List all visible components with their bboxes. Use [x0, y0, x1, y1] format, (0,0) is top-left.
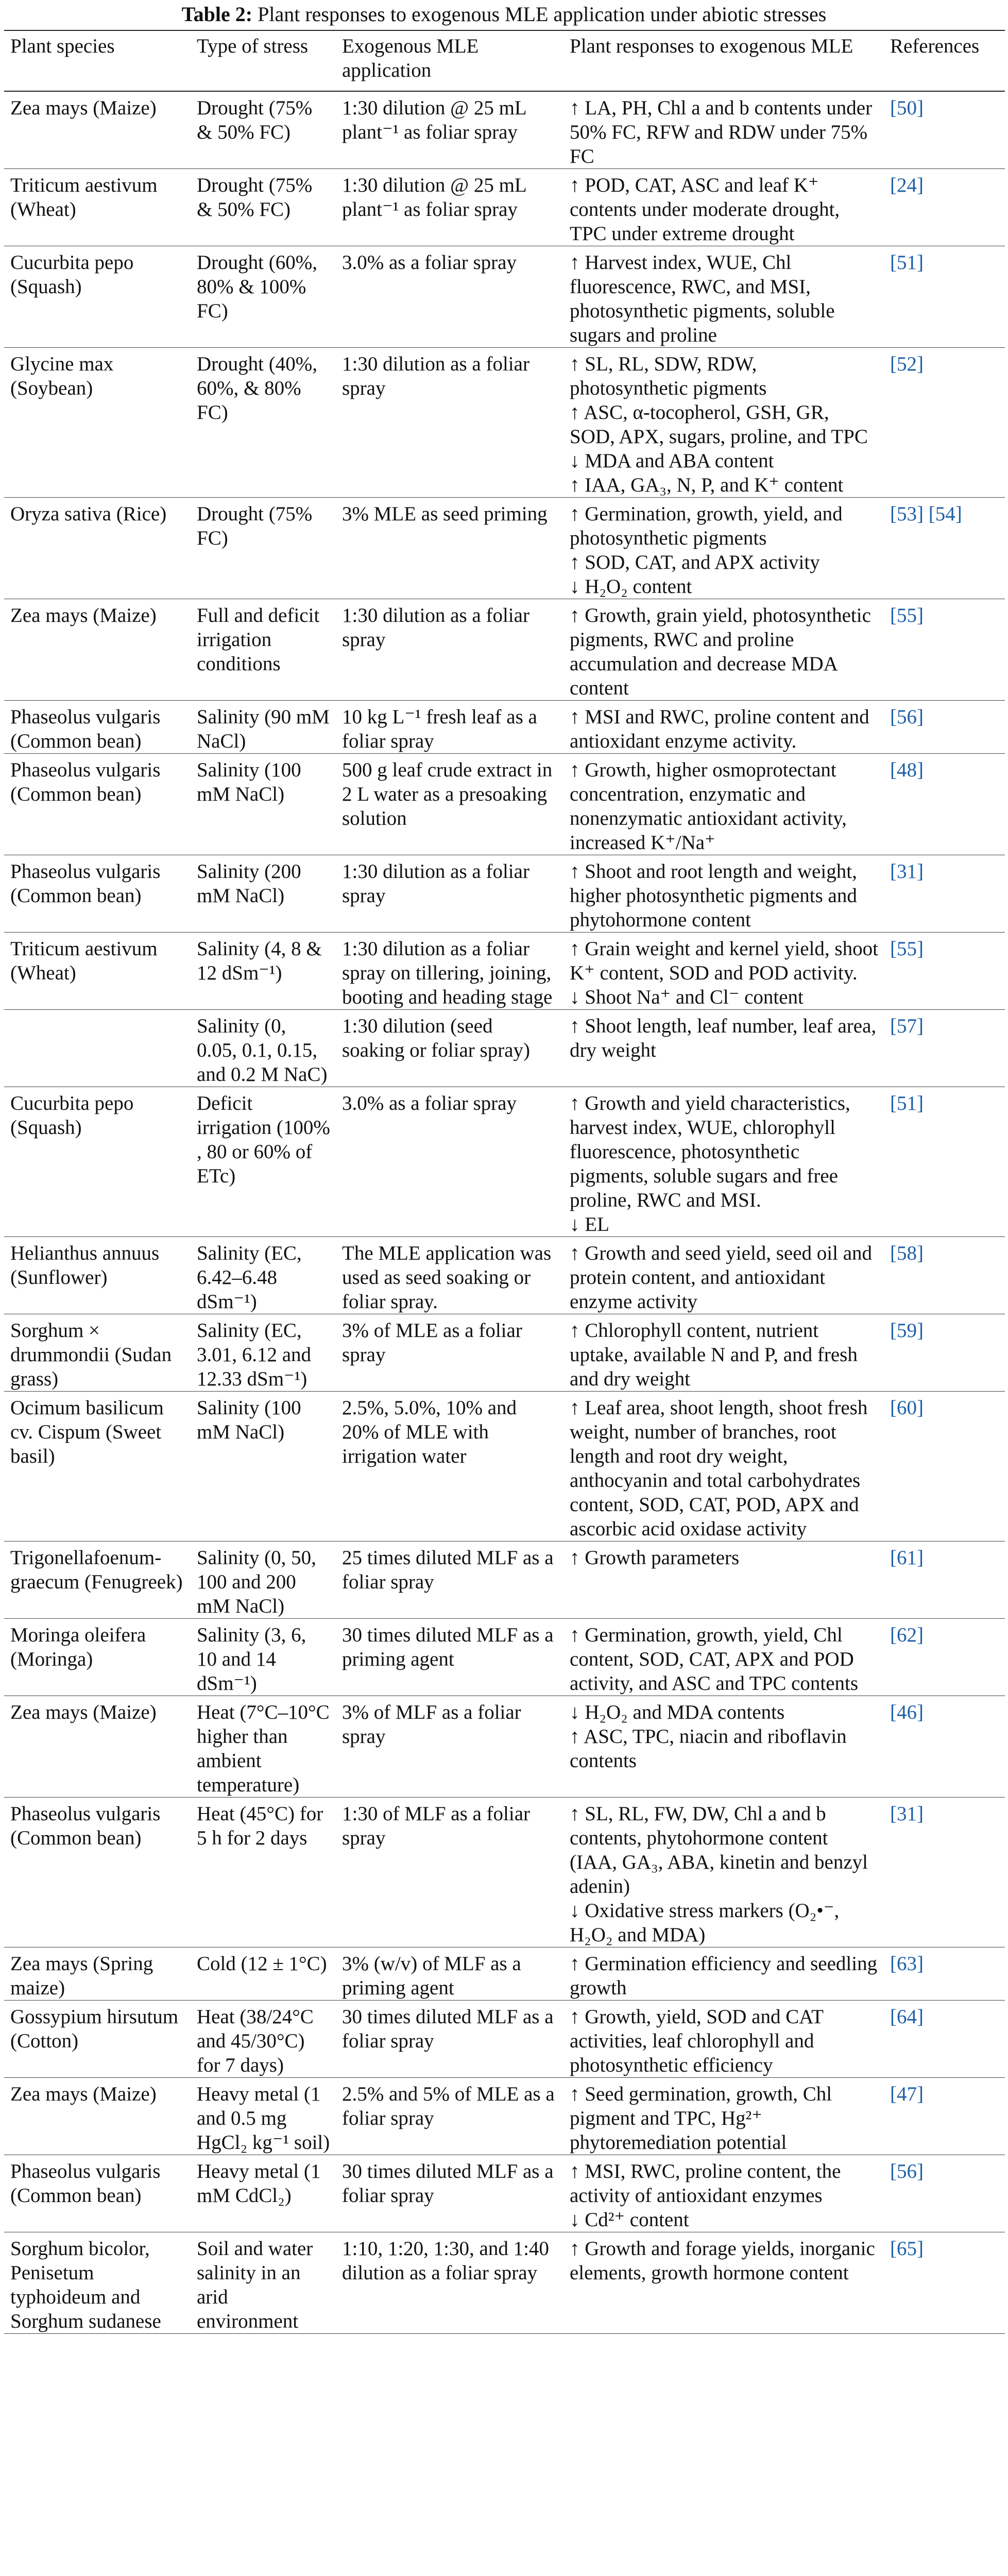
cell-reference-link[interactable]: [62] — [884, 1619, 1005, 1696]
response-line: ↑ Chlorophyll content, nutrient uptake, available N and P, and fresh and dry weight — [570, 1319, 858, 1390]
cell-plant-responses — [563, 933, 884, 1010]
header-exogenous-application: Exogenous MLE application — [336, 30, 563, 91]
header-plant-responses: Plant responses to exogenous MLE — [563, 30, 884, 91]
response-line: ↓ H₂O₂ and MDA contents — [570, 1701, 785, 1723]
response-line: ↑ SOD, CAT, and APX activity — [570, 551, 820, 573]
cell-reference-link[interactable]: [46] — [884, 1696, 1005, 1798]
table-row — [4, 1947, 1005, 2001]
cell-reference-link[interactable]: [31] — [884, 1798, 1005, 1947]
table-row — [4, 169, 1005, 246]
cell-mle-application: 1:30 dilution as a foliar spray on tillering, joining, booting and heading stage — [336, 933, 563, 1010]
cell-plant-species: Phaseolus vulgaris (Common bean) — [4, 1798, 191, 1947]
cell-stress-type: Salinity (100 mM NaCl) — [191, 1392, 336, 1541]
cell-reference-link[interactable]: [55] — [884, 933, 1005, 1010]
cell-mle-application: 3.0% as a foliar spray — [336, 1087, 563, 1237]
cell-reference-link[interactable]: [59] — [884, 1314, 1005, 1392]
table-row — [4, 1087, 1005, 1237]
cell-plant-species: Helianthus annuus (Sunflower) — [4, 1237, 191, 1314]
cell-plant-species: Ocimum basilicum cv. Cispum (Sweet basil) — [4, 1392, 191, 1541]
cell-mle-application: The MLE application was used as seed soaking or foliar spray. — [336, 1237, 563, 1314]
table-row — [4, 1237, 1005, 1314]
cell-reference-link[interactable]: [51] — [884, 246, 1005, 348]
cell-reference-link[interactable]: [64] — [884, 2001, 1005, 2078]
response-line: ↓ H₂O₂ content — [570, 575, 692, 598]
table-row — [4, 1798, 1005, 1947]
cell-plant-species: Triticum aestivum (Wheat) — [4, 169, 191, 246]
cell-stress-type: Salinity (0, 0.05, 0.1, 0.15, and 0.2 M NaC) — [191, 1010, 336, 1087]
cell-mle-application: 30 times diluted MLF as a priming agent — [336, 1619, 563, 1696]
cell-stress-type: Cold (12 ± 1°C) — [191, 1947, 336, 2001]
response-line: ↓ Shoot Na⁺ and Cl⁻ content — [570, 986, 804, 1008]
response-line: ↑ Shoot length, leaf number, leaf area, dry weight — [570, 1015, 877, 1061]
cell-plant-species — [4, 1010, 191, 1087]
cell-plant-species: Phaseolus vulgaris (Common bean) — [4, 754, 191, 855]
cell-reference-link[interactable]: [52] — [884, 348, 1005, 498]
table-row — [4, 1010, 1005, 1087]
cell-mle-application: 1:10, 1:20, 1:30, and 1:40 dilution as a foliar spray — [336, 2232, 563, 2334]
response-line: ↑ Growth, yield, SOD and CAT activities, leaf chlorophyll and photosynthetic efficiency — [570, 2006, 824, 2076]
cell-plant-responses — [563, 1237, 884, 1314]
response-line: ↑ Growth, grain yield, photosynthetic pigments, RWC and proline accumulation and decrease MDA content — [570, 604, 871, 699]
cell-reference-link[interactable]: [50] — [884, 91, 1005, 169]
cell-reference-link[interactable]: [53] [54] — [884, 498, 1005, 599]
table-row — [4, 91, 1005, 169]
cell-plant-responses — [563, 2232, 884, 2334]
cell-plant-species: Zea mays (Maize) — [4, 1696, 191, 1798]
cell-reference-link[interactable]: [51] — [884, 1087, 1005, 1237]
cell-plant-responses — [563, 1392, 884, 1541]
cell-plant-species: Zea mays (Spring maize) — [4, 1947, 191, 2001]
response-line: ↑ Growth and forage yields, inorganic elements, growth hormone content — [570, 2238, 875, 2284]
table-body — [4, 91, 1005, 2334]
cell-plant-species: Zea mays (Maize) — [4, 91, 191, 169]
cell-mle-application: 3.0% as a foliar spray — [336, 246, 563, 348]
cell-plant-species: Phaseolus vulgaris (Common bean) — [4, 2155, 191, 2232]
table-row — [4, 1314, 1005, 1392]
cell-stress-type: Salinity (200 mM NaCl) — [191, 855, 336, 933]
cell-stress-type: Heavy metal (1 mM CdCl₂) — [191, 2155, 336, 2232]
header-row — [4, 30, 1005, 91]
cell-plant-species: Glycine max (Soybean) — [4, 348, 191, 498]
cell-mle-application: 1:30 dilution (seed soaking or foliar spray) — [336, 1010, 563, 1087]
cell-reference-link[interactable]: [63] — [884, 1947, 1005, 2001]
response-line: ↑ Growth and yield characteristics, harvest index, WUE, chlorophyll fluorescence, photosynthetic pigments, soluble sugars and free proline, RWC and MSI. — [570, 1092, 850, 1211]
cell-plant-species: Sorghum × drummondii (Sudan grass) — [4, 1314, 191, 1392]
cell-stress-type: Salinity (100 mM NaCl) — [191, 754, 336, 855]
cell-plant-species: Gossypium hirsutum (Cotton) — [4, 2001, 191, 2078]
cell-stress-type: Drought (60%, 80% & 100% FC) — [191, 246, 336, 348]
cell-reference-link[interactable]: [55] — [884, 599, 1005, 701]
response-line: ↑ Growth, higher osmoprotectant concentration, enzymatic and nonenzymatic antioxidant activity, increased K⁺/Na⁺ — [570, 759, 847, 854]
cell-reference-link[interactable]: [31] — [884, 855, 1005, 933]
cell-plant-responses — [563, 2155, 884, 2232]
table-row — [4, 348, 1005, 498]
cell-stress-type: Heat (45°C) for 5 h for 2 days — [191, 1798, 336, 1947]
response-line: ↓ EL — [570, 1213, 609, 1235]
cell-stress-type: Salinity (EC, 3.01, 6.12 and 12.33 dSm⁻¹) — [191, 1314, 336, 1392]
table-row — [4, 1392, 1005, 1541]
cell-plant-responses — [563, 1010, 884, 1087]
cell-plant-responses — [563, 1696, 884, 1798]
response-line: ↑ Germination, growth, yield, Chl content, SOD, CAT, APX and POD activity, and ASC and TPC contents — [570, 1624, 859, 1694]
table-row — [4, 754, 1005, 855]
cell-plant-responses — [563, 754, 884, 855]
response-line: ↑ ASC, TPC, niacin and riboflavin contents — [570, 1725, 847, 1772]
cell-reference-link[interactable]: [60] — [884, 1392, 1005, 1541]
table-row — [4, 933, 1005, 1010]
cell-reference-link[interactable]: [56] — [884, 701, 1005, 754]
response-line: ↑ Growth and seed yield, seed oil and protein content, and antioxidant enzyme activity — [570, 1242, 873, 1313]
cell-plant-responses — [563, 1619, 884, 1696]
table-row — [4, 1619, 1005, 1696]
response-line: ↑ IAA, GA₃, N, P, and K⁺ content — [570, 474, 844, 496]
cell-plant-species: Phaseolus vulgaris (Common bean) — [4, 701, 191, 754]
cell-plant-responses — [563, 169, 884, 246]
cell-reference-link[interactable]: [65] — [884, 2232, 1005, 2334]
cell-mle-application: 10 kg L⁻¹ fresh leaf as a foliar spray — [336, 701, 563, 754]
cell-plant-species: Phaseolus vulgaris (Common bean) — [4, 855, 191, 933]
table-row — [4, 701, 1005, 754]
response-line: ↑ Seed germination, growth, Chl pigment and TPC, Hg²⁺ phytoremediation potential — [570, 2083, 832, 2154]
table-row — [4, 1541, 1005, 1619]
response-line: ↓ Cd²⁺ content — [570, 2209, 689, 2231]
cell-plant-species: Cucurbita pepo (Squash) — [4, 246, 191, 348]
cell-plant-responses — [563, 599, 884, 701]
cell-mle-application: 2.5%, 5.0%, 10% and 20% of MLE with irrigation water — [336, 1392, 563, 1541]
header-references: References — [884, 30, 1005, 91]
cell-mle-application: 1:30 dilution as a foliar spray — [336, 348, 563, 498]
cell-reference-link[interactable]: [24] — [884, 169, 1005, 246]
response-line: ↑ Grain weight and kernel yield, shoot K⁺ content, SOD and POD activity. — [570, 938, 878, 984]
cell-plant-responses — [563, 348, 884, 498]
cell-mle-application: 1:30 of MLF as a foliar spray — [336, 1798, 563, 1947]
cell-plant-responses — [563, 1314, 884, 1392]
cell-plant-species: Moringa oleifera (Moringa) — [4, 1619, 191, 1696]
cell-mle-application: 2.5% and 5% of MLE as a foliar spray — [336, 2078, 563, 2155]
header-plant-species: Plant species — [4, 30, 191, 91]
cell-mle-application: 30 times diluted MLF as a foliar spray — [336, 2001, 563, 2078]
response-line: ↓ Oxidative stress markers (O₂•⁻, H₂O₂ and MDA) — [570, 1900, 840, 1946]
cell-mle-application: 3% (w/v) of MLF as a priming agent — [336, 1947, 563, 2001]
response-line: ↑ Leaf area, shoot length, shoot fresh weight, number of branches, root length and root dry weight, anthocyanin and total carbohydrates content, SOD, CAT, POD, APX and ascorbic acid oxidase activity — [570, 1397, 868, 1540]
response-line: ↑ POD, CAT, ASC and leaf K⁺ contents under moderate drought, TPC under extreme drought — [570, 174, 840, 245]
cell-stress-type: Salinity (3, 6, 10 and 14 dSm⁻¹) — [191, 1619, 336, 1696]
cell-plant-responses — [563, 498, 884, 599]
response-line: ↑ Germination, growth, yield, and photosynthetic pigments — [570, 503, 843, 549]
response-line: ↑ LA, PH, Chl a and b contents under 50% FC, RFW and RDW under 75% FC — [570, 97, 873, 167]
response-line: ↑ ASC, α-tocopherol, GSH, GR, SOD, APX, sugars, proline, and TPC — [570, 401, 868, 448]
cell-reference-link[interactable]: [61] — [884, 1541, 1005, 1619]
cell-plant-responses — [563, 855, 884, 933]
cell-stress-type: Salinity (90 mM NaCl) — [191, 701, 336, 754]
table-caption — [0, 2, 1008, 27]
cell-plant-responses — [563, 1087, 884, 1237]
cell-stress-type: Drought (75% & 50% FC) — [191, 169, 336, 246]
cell-reference-link[interactable]: [58] — [884, 1237, 1005, 1314]
table-row — [4, 2155, 1005, 2232]
cell-mle-application: 3% MLE as seed priming — [336, 498, 563, 599]
cell-mle-application: 1:30 dilution as a foliar spray — [336, 855, 563, 933]
cell-reference-link[interactable]: [56] — [884, 2155, 1005, 2232]
cell-mle-application: 500 g leaf crude extract in 2 L water as a presoaking solution — [336, 754, 563, 855]
response-line: ↑ SL, RL, SDW, RDW, photosynthetic pigments — [570, 353, 767, 399]
cell-plant-responses — [563, 2001, 884, 2078]
cell-stress-type: Salinity (0, 50, 100 and 200 mM NaCl) — [191, 1541, 336, 1619]
cell-plant-responses — [563, 2078, 884, 2155]
cell-plant-responses — [563, 1947, 884, 2001]
cell-mle-application: 30 times diluted MLF as a foliar spray — [336, 2155, 563, 2232]
response-line: ↑ Harvest index, WUE, Chl fluorescence, RWC, and MSI, photosynthetic pigments, soluble sugars and proline — [570, 251, 835, 346]
table-row — [4, 2001, 1005, 2078]
cell-stress-type: Heavy metal (1 and 0.5 mg HgCl₂ kg⁻¹ soil) — [191, 2078, 336, 2155]
cell-mle-application: 25 times diluted MLF as a foliar spray — [336, 1541, 563, 1619]
table-row — [4, 855, 1005, 933]
cell-stress-type: Deficit irrigation (100% , 80 or 60% of ETc) — [191, 1087, 336, 1237]
cell-mle-application: 3% of MLE as a foliar spray — [336, 1314, 563, 1392]
cell-stress-type: Salinity (EC, 6.42–6.48 dSm⁻¹) — [191, 1237, 336, 1314]
cell-plant-species: Trigonellafoenum-graecum (Fenugreek) — [4, 1541, 191, 1619]
table-row — [4, 1696, 1005, 1798]
cell-plant-species: Sorghum bicolor, Penisetum typhoideum and Sorghum sudanese — [4, 2232, 191, 2334]
cell-reference-link[interactable]: [48] — [884, 754, 1005, 855]
cell-plant-species: Oryza sativa (Rice) — [4, 498, 191, 599]
data-table — [4, 30, 1005, 2334]
cell-plant-species: Triticum aestivum (Wheat) — [4, 933, 191, 1010]
cell-plant-species: Zea mays (Maize) — [4, 2078, 191, 2155]
cell-mle-application: 3% of MLF as a foliar spray — [336, 1696, 563, 1798]
response-line: ↑ Shoot and root length and weight, higher photosynthetic pigments and phytohormone content — [570, 860, 857, 931]
table-row — [4, 246, 1005, 348]
response-line: ↑ Germination efficiency and seedling growth — [570, 1953, 878, 1999]
cell-stress-type: Heat (7°C–10°C higher than ambient temperature) — [191, 1696, 336, 1798]
cell-stress-type: Drought (75% & 50% FC) — [191, 91, 336, 169]
cell-plant-species: Zea mays (Maize) — [4, 599, 191, 701]
cell-stress-type: Salinity (4, 8 & 12 dSm⁻¹) — [191, 933, 336, 1010]
caption-title: Plant responses to exogenous MLE application under abiotic stresses — [258, 3, 827, 26]
cell-plant-responses — [563, 701, 884, 754]
table-row — [4, 2232, 1005, 2334]
header-type-of-stress: Type of stress — [191, 30, 336, 91]
table-row — [4, 2078, 1005, 2155]
cell-plant-responses — [563, 246, 884, 348]
cell-stress-type: Soil and water salinity in an arid environment — [191, 2232, 336, 2334]
cell-plant-responses — [563, 1798, 884, 1947]
response-line: ↑ MSI, RWC, proline content, the activity of antioxidant enzymes — [570, 2160, 841, 2207]
response-line: ↑ MSI and RWC, proline content and antioxidant enzyme activity. — [570, 706, 869, 752]
cell-stress-type: Drought (75% FC) — [191, 498, 336, 599]
caption-label: Table 2: — [181, 3, 253, 26]
cell-mle-application: 1:30 dilution @ 25 mL plant⁻¹ as foliar spray — [336, 91, 563, 169]
table-row — [4, 599, 1005, 701]
cell-plant-species: Cucurbita pepo (Squash) — [4, 1087, 191, 1237]
cell-stress-type: Full and deficit irrigation conditions — [191, 599, 336, 701]
cell-reference-link[interactable]: [57] — [884, 1010, 1005, 1087]
response-line: ↓ MDA and ABA content — [570, 450, 774, 472]
cell-plant-responses — [563, 1541, 884, 1619]
cell-plant-responses — [563, 91, 884, 169]
response-line: ↑ SL, RL, FW, DW, Chl a and b contents, phytohormone content (IAA, GA₃, ABA, kinetin and benzyl adenin) — [570, 1803, 868, 1897]
response-line: ↑ Growth parameters — [570, 1547, 740, 1569]
cell-mle-application: 1:30 dilution @ 25 mL plant⁻¹ as foliar spray — [336, 169, 563, 246]
cell-reference-link[interactable]: [47] — [884, 2078, 1005, 2155]
cell-mle-application: 1:30 dilution as a foliar spray — [336, 599, 563, 701]
table-row — [4, 498, 1005, 599]
cell-stress-type: Heat (38/24°C and 45/30°C) for 7 days) — [191, 2001, 336, 2078]
cell-stress-type: Drought (40%, 60%, & 80% FC) — [191, 348, 336, 498]
